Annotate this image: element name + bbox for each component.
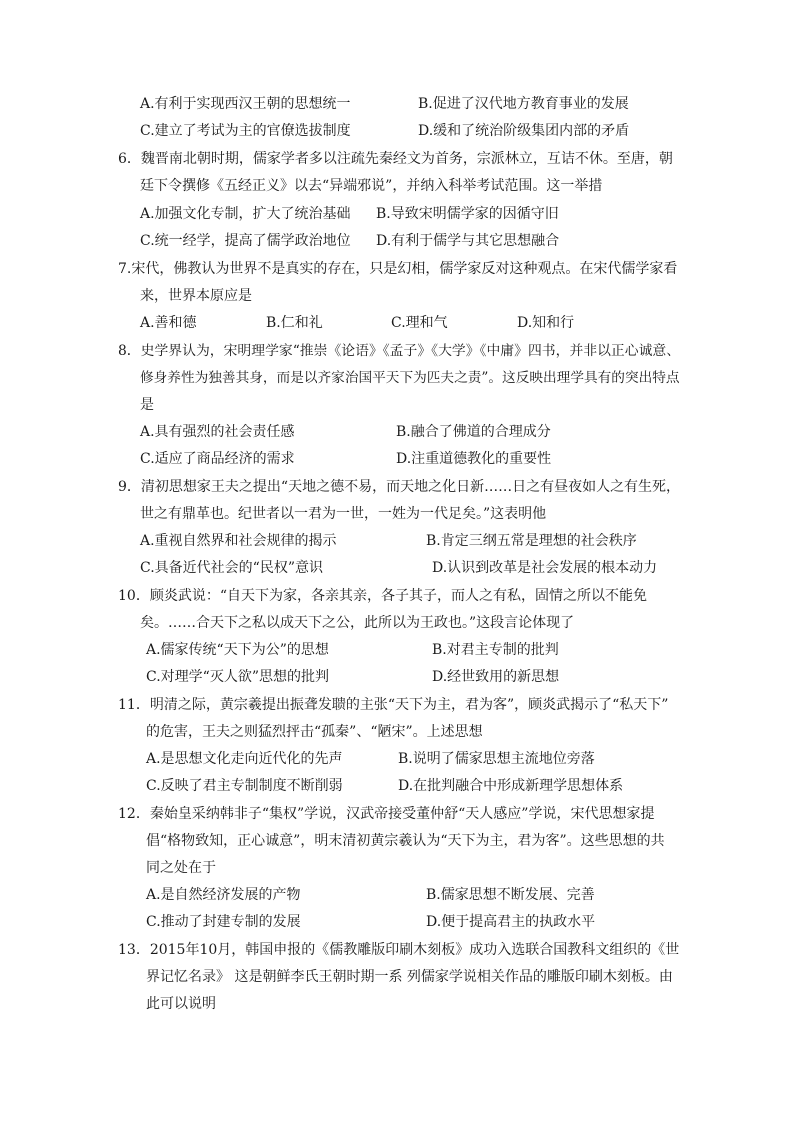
- q7-stem-line2: 来，世界本原应是: [140, 288, 252, 304]
- q9-stem-line2: 世之有鼎革也。纪世者以一君为一世，一姓为一代足矣。”这表明他: [140, 506, 547, 522]
- q7-stem-line1: 7.宋代，佛教认为世界不是真实的存在，只是幻相，儒学家反对这种观点。在宋代儒学家看: [118, 261, 678, 277]
- q12-option-c: C.推动了封建专制的发展: [146, 914, 301, 930]
- q6-option-c: C.统一经学，提高了儒学政治地位: [140, 233, 351, 249]
- q6-option-a: A.加强文化专制，扩大了统治基础: [140, 206, 351, 222]
- q9-option-c: C.具备近代社会的“民权”意识: [140, 560, 323, 576]
- q8-stem-line1: 8．史学界认为，宋明理学家“推崇《论语》《孟子》《大学》《中庸》四书，并非以正心诚意、: [118, 343, 681, 359]
- q6-stem-line2: 廷下令撰修《五经正义》以去“异端邪说”，并纳入科举考试范围。这一举措: [140, 178, 603, 194]
- q8-option-d: D.注重道德教化的重要性: [396, 451, 552, 467]
- q13-stem-line3: 此可以说明: [146, 996, 216, 1012]
- q5-option-c: C.建立了考试为主的官僚选拔制度: [140, 123, 351, 139]
- q10-option-c: C.对理学“灭人欲”思想的批判: [146, 669, 329, 685]
- q10-stem-line1: 10．顾炎武说：“自天下为家，各亲其亲，各子其子，而人之有私，固情之所以不能免: [118, 588, 647, 604]
- q11-option-b: B.说明了儒家思想主流地位旁落: [398, 751, 595, 767]
- q9-option-a: A.重视自然界和社会规律的揭示: [140, 533, 337, 549]
- q11-option-c: C.反映了君主专制制度不断削弱: [146, 778, 343, 794]
- q11-stem-line2: 的危害，王夫之则猛烈抨击“孤秦”、“陋宋”。上述思想: [146, 724, 483, 740]
- q12-option-a: A.是自然经济发展的产物: [146, 887, 301, 903]
- q13-stem-line1: 13．2015年10月，韩国申报的《儒教雕版印刷木刻板》成功入选联合国教科文组织的《世: [118, 942, 680, 958]
- q8-stem-line2: 修身养性为独善其身，而是以齐家治国平天下为匹夫之责”。这反映出理学具有的突出特点: [140, 370, 680, 386]
- q8-option-b: B.融合了佛道的合理成分: [396, 424, 551, 440]
- q10-option-a: A.儒家传统“天下为公”的思想: [146, 642, 329, 658]
- q9-stem-line1: 9．清初思想家王夫之提出“天地之德不易，而天地之化日新……日之有昼夜如人之有生死，: [118, 479, 681, 495]
- q12-stem-line3: 同之处在于: [146, 860, 216, 876]
- q6-option-d: D.有利于儒学与其它思想融合: [376, 233, 560, 249]
- q10-option-b: B.对君主专制的批判: [432, 642, 559, 658]
- q8-option-a: A.具有强烈的社会责任感: [140, 424, 295, 440]
- q6-option-b: B.导致宋明儒学家的因循守旧: [376, 206, 559, 222]
- q7-option-a: A.善和德: [140, 315, 197, 331]
- q8-option-c: C.适应了商品经济的需求: [140, 451, 295, 467]
- q5-option-d: D.缓和了统治阶级集团内部的矛盾: [418, 123, 630, 139]
- q11-option-d: D.在批判融合中形成新理学思想体系: [398, 778, 624, 794]
- q9-option-d: D.认识到改革是社会发展的根本动力: [432, 560, 658, 576]
- q10-stem-line2: 矣。……合天下之私以成天下之公，此所以为王政也。”这段言论体现了: [140, 615, 575, 631]
- q11-stem-line1: 11．明清之际，黄宗羲提出振聋发聩的主张“天下为主，君为客”，顾炎武揭示了“私天下”: [118, 697, 669, 713]
- q7-option-b: B.仁和礼: [266, 315, 323, 331]
- q7-option-c: C.理和气: [391, 315, 448, 331]
- q13-stem-line2: 界记忆名录》 这是朝鲜李氏王朝时期一系 列儒家学说相关作品的雕版印刷木刻板。由: [146, 969, 673, 985]
- q12-stem-line2: 倡“格物致知，正心诚意”，明末清初黄宗羲认为“天下为主，君为客”。这些思想的共: [146, 833, 665, 849]
- q10-option-d: D.经世致用的新思想: [432, 669, 560, 685]
- q5-option-b: B.促进了汉代地方教育事业的发展: [418, 96, 629, 112]
- q12-stem-line1: 12．秦始皇采纳韩非子“集权”学说，汉武帝接受董仲舒“天人感应”学说，宋代思想家提: [118, 806, 655, 822]
- q11-option-a: A.是思想文化走向近代化的先声: [146, 751, 343, 767]
- q12-option-d: D.便于提高君主的执政水平: [426, 914, 596, 930]
- q5-option-a: A.有利于实现西汉王朝的思想统一: [140, 96, 351, 112]
- q6-stem-line1: 6．魏晋南北朝时期，儒家学者多以注疏先秦经文为首务，宗派林立，互诘不休。至唐，朝: [118, 151, 673, 167]
- q9-option-b: B.肯定三纲五常是理想的社会秩序: [426, 533, 637, 549]
- q7-option-d: D.知和行: [517, 315, 575, 331]
- q12-option-b: B.儒家思想不断发展、完善: [426, 887, 595, 903]
- q8-stem-line3: 是: [140, 397, 154, 413]
